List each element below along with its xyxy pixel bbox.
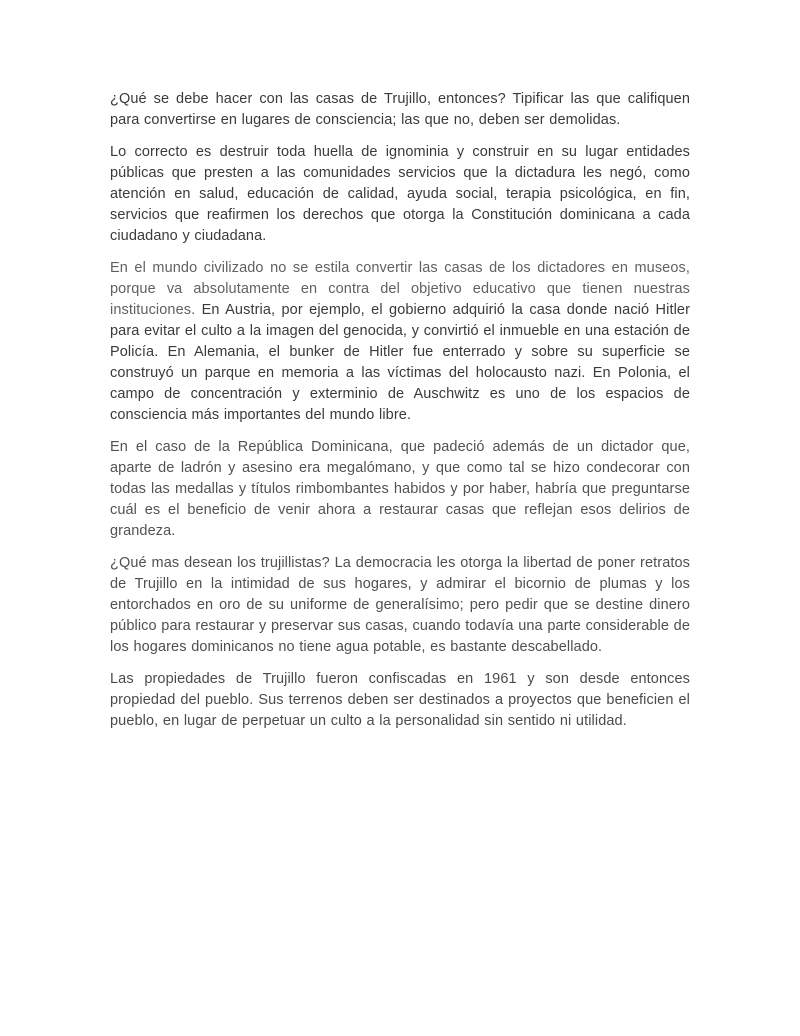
paragraph-text-segment: ¿Qué mas desean los trujillistas? La democracia les otorga la libertad de poner retratos de Trujillo en la intimidad de sus hogares, y admirar el bicornio de plumas y los entorchados en oro de su uniforme de generalísimo; pero pedir que se destine dinero público para restaurar y preservar sus casas, cuando todavía una parte considerable de los hogares dominicanos no tiene agua potable, es bastante descabellado.	[110, 555, 690, 655]
paragraph	[110, 258, 690, 426]
paragraph-text-segment: En el mundo civilizado no se estila convertir las casas de los dictadores en museos, porque va absolutamente en contra del objetivo educativo que tienen nuestras instituciones.	[110, 260, 690, 318]
paragraph	[110, 669, 690, 732]
paragraph-text-segment: ¿Qué se debe hacer con las casas de Trujillo, entonces? Tipificar las que califiquen para convertirse en lugares de consciencia; las que no, deben ser demolidas.	[110, 91, 690, 128]
paragraph-text-segment: Lo correcto es destruir toda huella de ignominia y construir en su lugar entidades públicas que presten a las comunidades servicios que la dictadura les negó, como atención en salud, educación de calidad, ayuda social, terapia psicológica, en fin, servicios que reafirmen los derechos que otorga la Constitución dominicana a cada ciudadano y ciudadana.	[110, 144, 690, 244]
document-body	[110, 89, 690, 732]
paragraph-text-segment: En el caso de la República Dominicana, que padeció además de un dictador que, aparte de ladrón y asesino era megalómano, y que como tal se hizo condecorar con todas las medallas y títulos rimbombantes habidos y por haber, habría que preguntarse cuál es el beneficio de venir ahora a restaurar casas que reflejan esos delirios de grandeza.	[110, 439, 690, 539]
paragraph-text-segment: Las propiedades de Trujillo fueron confiscadas en 1961 y son desde entonces propiedad del pueblo. Sus terrenos deben ser destinados a proyectos que beneficien el pueblo, en lugar de perpetuar un culto a la personalidad sin sentido ni utilidad.	[110, 671, 690, 729]
paragraph-text-segment: En Austria, por ejemplo, el gobierno adquirió la casa donde nació Hitler para evitar el culto a la imagen del genocida, y convirtió el inmueble en una estación de Policía. En Alemania, el bunker de Hitler fue enterrado y sobre su superficie se construyó un parque en memoria a las víctimas del holocausto nazi. En Polonia, el campo de concentración y exterminio de Auschwitz es uno de los espacios de consciencia más importantes del mundo libre.	[110, 302, 690, 423]
paragraph	[110, 89, 690, 131]
paragraph	[110, 553, 690, 658]
paragraph	[110, 437, 690, 542]
paragraph	[110, 142, 690, 247]
